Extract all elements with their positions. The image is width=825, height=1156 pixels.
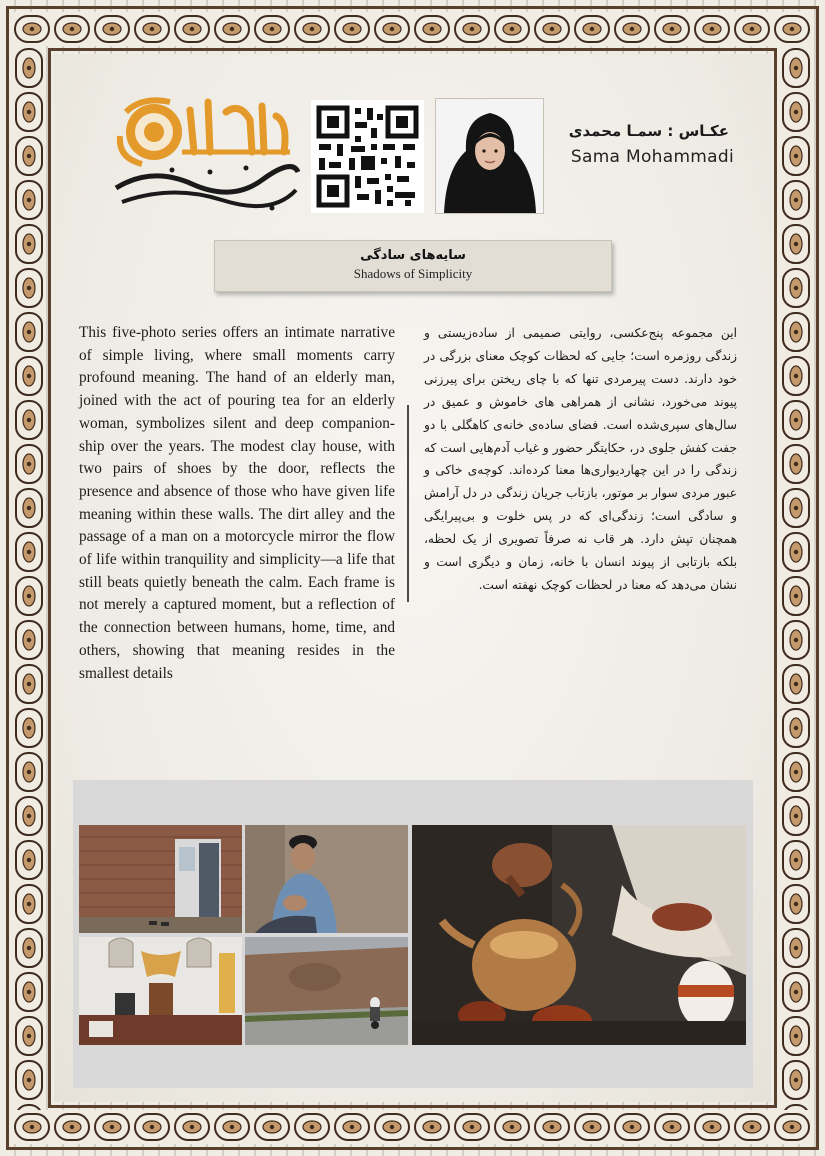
photo-house-interior — [79, 937, 242, 1045]
photo-motorcycle-alley — [245, 937, 408, 1045]
series-title-fa: سایه‌های سادگی — [360, 248, 466, 263]
photographer-name-fa: عکـاس : سمـا محمدی — [568, 122, 729, 140]
series-title-box — [214, 240, 612, 292]
logo-sun-icon — [120, 100, 182, 164]
logo — [112, 92, 302, 222]
photographer-portrait — [436, 99, 543, 213]
photo-elderly-man — [245, 825, 408, 933]
photographer-name-en: Sama Mohammadi — [570, 147, 734, 167]
qr-code[interactable] — [311, 100, 424, 213]
description-en: This five-photo series offers an intimate narrative of simple living, where small moments carry profound meaning. The hand of an elderly man, joined with the act of pouring tea for an elderly woman, symbolizes silent and deep companion-ship over the years. The modest clay house, with two pairs of shoes by the door, reflects the presence and absence of those who have given life meaning within these walls. The dirt alley and the passage of a man on a motorcycle mirror the flow of life within tranquility and simplicity—a life that still beats quietly beneath the calm. Each frame is not merely a captured moment, but a reflection of the connection between humans, home, time, and others, showing that meaning resides in the smallest details — [79, 324, 395, 682]
series-title-en: Shadows of Simplicity — [353, 266, 473, 281]
photo-clay-house-door — [79, 825, 242, 933]
description-fa: این مجموعه پنج‌عکسی، روایتی صمیمی از ساده‌زیستی و زندگی روزمره است؛ جایی که لحظات کوچک معنای بزرگی در خود دارند. دست پیرمردی تنها که با چای ریختن برای پیرزنی پیوند می‌خورد، نشانی از همراهی های خاموش و عمیق در سال‌های سپری‌شده است. فضای ساده‌ی خانه‌ی کاهگلی با دو جفت کفش جلوی در، حکایتگر حضور و غیاب آدم‌هایی است که زندگی را در این چهاردیواری‌ها معنا کرده‌اند. کوچه‌ی خاکی و عبور مردی سوار بر موتور، بازتاب جریان زندگی در دل آرامش و سادگی است؛ زندگی‌ای که در پس خلوت و بی‌پیرایگی همچنان تپش دارد. هر قاب نه صرفاً تصویری از یک لحظه، بلکه بازتابی از پیوند انسان با خانه، زمان و دیگری است و نشان می‌دهد که معنا در لحظات کوچک نهفته است. — [424, 326, 737, 592]
photo-gallery — [73, 780, 753, 1088]
photo-tea-pouring — [412, 825, 746, 1045]
column-divider — [407, 405, 409, 602]
